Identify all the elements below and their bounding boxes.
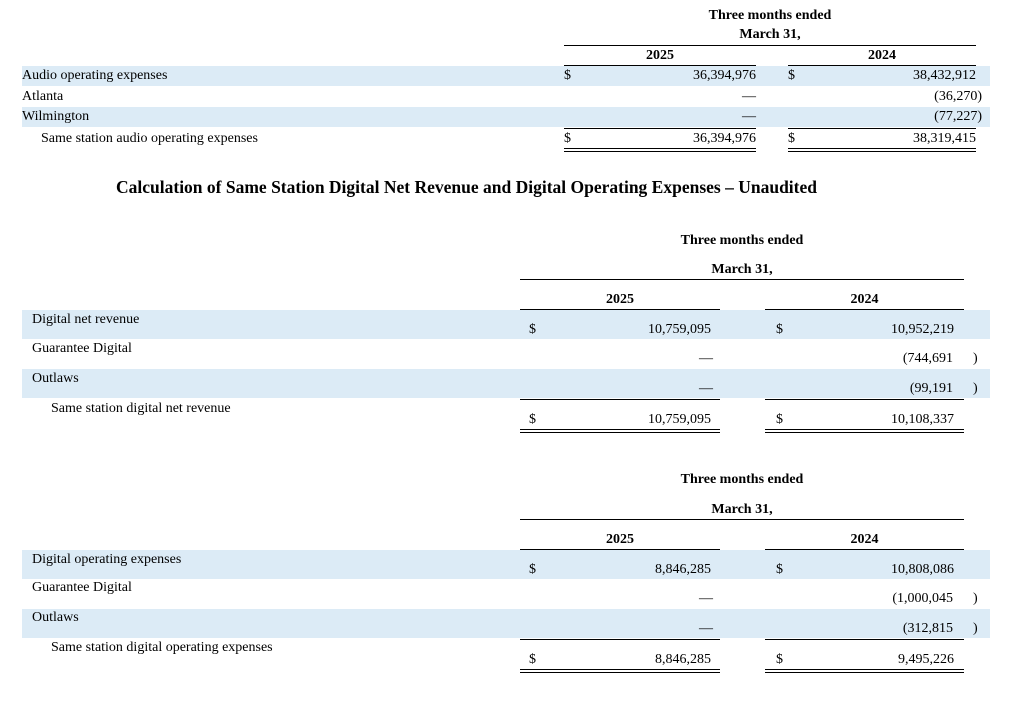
- table-cell-2025: 8,846,285: [655, 652, 711, 667]
- table-row-label: Same station audio operating expenses: [41, 131, 258, 146]
- table3-total-rule-2024: [765, 669, 964, 673]
- currency-symbol: $: [564, 131, 571, 146]
- closing-paren: ): [973, 621, 978, 636]
- currency-symbol: $: [529, 562, 536, 577]
- table1-subtotal-rule-2025: [564, 128, 756, 129]
- table-cell-2025: 8,846,285: [655, 562, 711, 577]
- table3-row-band: [22, 609, 990, 638]
- table-row-label: Guarantee Digital: [32, 580, 132, 595]
- table-cell-2024: 38,319,415: [913, 131, 976, 146]
- section-title: Calculation of Same Station Digital Net Revenue and Digital Operating Expenses – Unaudited: [116, 177, 817, 197]
- table3-header-line1: Three months ended: [680, 472, 804, 487]
- table2-subtotal-rule-2025: [520, 399, 720, 400]
- table-cell-2025: 10,759,095: [648, 412, 711, 427]
- table-row-label: Same station digital net revenue: [51, 401, 231, 416]
- table1-col-2024: 2024: [868, 48, 896, 63]
- table2-row-band: [22, 369, 990, 398]
- table-cell-2025: —: [699, 351, 713, 366]
- table-cell-2025: 10,759,095: [648, 322, 711, 337]
- table2-header-rule: [520, 279, 964, 280]
- currency-symbol: $: [776, 652, 783, 667]
- table1-row-band: [22, 107, 990, 127]
- table2-header-line1: Three months ended: [680, 233, 804, 248]
- table2-col-2024: 2024: [850, 292, 879, 307]
- table2-total-rule-2025: [520, 429, 720, 433]
- table3-col-2024: 2024: [850, 532, 879, 547]
- currency-symbol: $: [788, 68, 795, 83]
- table1-total-rule-2025: [564, 148, 756, 152]
- table-cell-2024: (1,000,045: [892, 591, 953, 606]
- table-row-label: Atlanta: [22, 89, 64, 104]
- currency-symbol: $: [776, 562, 783, 577]
- table-row-label: Outlaws: [32, 610, 79, 625]
- currency-symbol: $: [529, 322, 536, 337]
- table2-header-line2: March 31,: [711, 262, 773, 277]
- table-cell-2024: (312,815: [902, 621, 953, 636]
- closing-paren: ): [973, 351, 978, 366]
- table2-subtotal-rule-2024: [765, 399, 964, 400]
- currency-symbol: $: [788, 131, 795, 146]
- table-row-label: Guarantee Digital: [32, 341, 132, 356]
- table1-header-rule: [564, 45, 976, 46]
- currency-symbol: $: [564, 68, 571, 83]
- table1-header-line1: Three months ended: [708, 8, 832, 23]
- table-cell-2025: —: [699, 381, 713, 396]
- table-cell-2024: 38,432,912: [913, 68, 976, 83]
- table3-subtotal-rule-2024: [765, 639, 964, 640]
- table-row-label: Same station digital operating expenses: [51, 640, 273, 655]
- table2-col-2025: 2025: [606, 292, 634, 307]
- table3-header-line2: March 31,: [711, 502, 773, 517]
- table-cell-2025: 36,394,976: [693, 68, 756, 83]
- table-cell-2024: 10,108,337: [891, 412, 954, 427]
- table-cell-2024: (99,191: [909, 381, 953, 396]
- table3-header-rule: [520, 519, 964, 520]
- table-row-label: Digital net revenue: [32, 312, 140, 327]
- currency-symbol: $: [529, 652, 536, 667]
- table1-header-line2: March 31,: [739, 27, 801, 42]
- table1-subtotal-rule-2024: [788, 128, 976, 129]
- table-cell-2024: 10,808,086: [891, 562, 954, 577]
- table-cell-2024: (77,227): [934, 109, 982, 124]
- table-cell-2025: —: [699, 621, 713, 636]
- closing-paren: ): [973, 591, 978, 606]
- table-cell-2024: 9,495,226: [898, 652, 954, 667]
- currency-symbol: $: [529, 412, 536, 427]
- table-cell-2025: —: [742, 109, 756, 124]
- table-row-label: Wilmington: [22, 109, 90, 124]
- table-cell-2025: —: [742, 89, 756, 104]
- table-cell-2024: (36,270): [934, 89, 982, 104]
- table-row-label: Digital operating expenses: [32, 552, 182, 567]
- table2-total-rule-2024: [765, 429, 964, 433]
- table2-row-band: [22, 310, 990, 339]
- table3-col-2025: 2025: [606, 532, 634, 547]
- closing-paren: ): [973, 381, 978, 396]
- table-row-label: Audio operating expenses: [22, 68, 168, 83]
- table3-subtotal-rule-2025: [520, 639, 720, 640]
- currency-symbol: $: [776, 322, 783, 337]
- table-cell-2024: 10,952,219: [891, 322, 954, 337]
- table-row-label: Outlaws: [32, 371, 79, 386]
- table1-col-2025: 2025: [646, 48, 674, 63]
- table-cell-2024: (744,691: [902, 351, 953, 366]
- currency-symbol: $: [776, 412, 783, 427]
- table1-total-rule-2024: [788, 148, 976, 152]
- table3-total-rule-2025: [520, 669, 720, 673]
- table-cell-2025: 36,394,976: [693, 131, 756, 146]
- table-cell-2025: —: [699, 591, 713, 606]
